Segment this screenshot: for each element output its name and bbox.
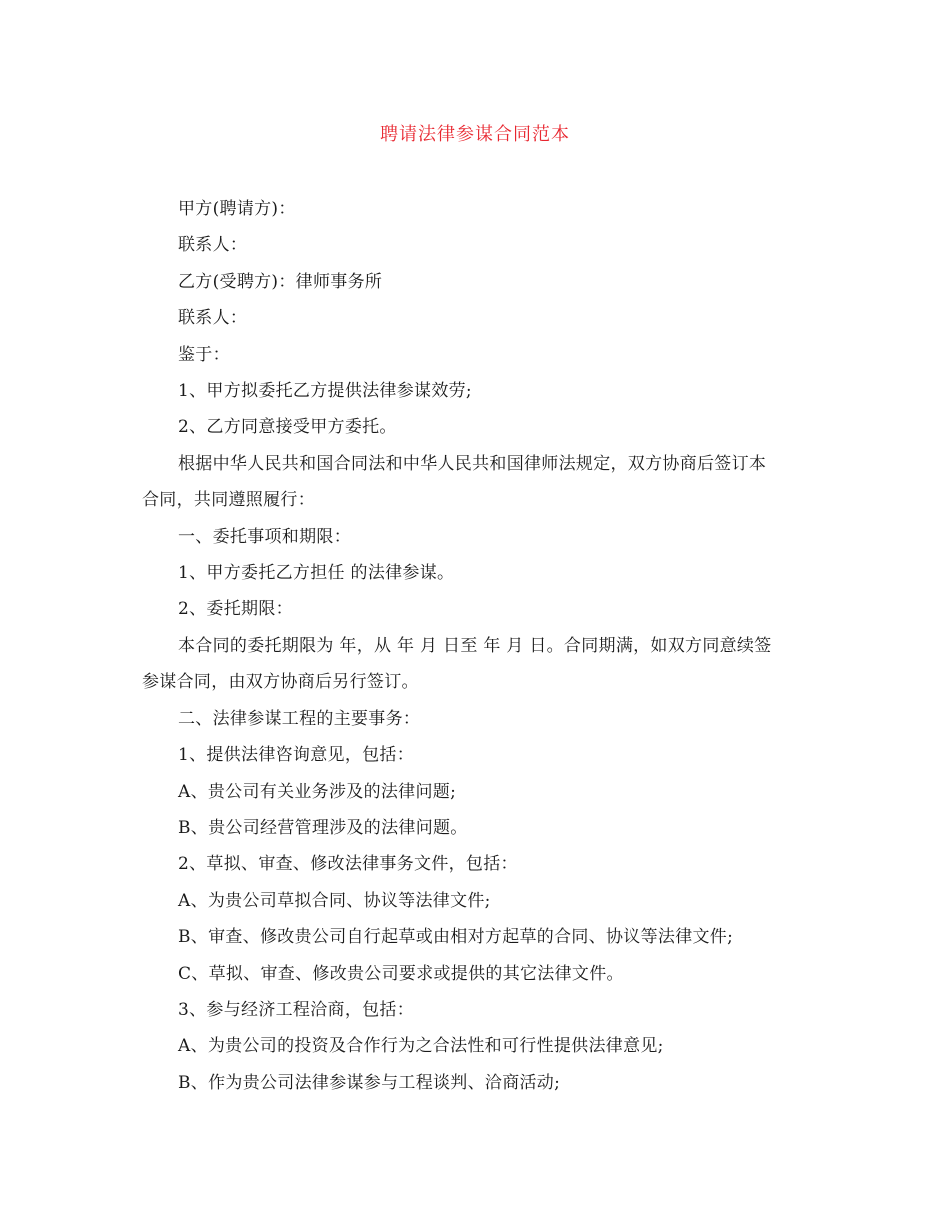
document-line: 鉴于： — [178, 344, 230, 365]
document-line: 乙方(受聘方)：律师事务所 — [178, 271, 383, 292]
document-line: 2、乙方同意接受甲方委托。 — [178, 417, 397, 438]
document-line: 根据中华人民共和国合同法和中华人民共和国律师法规定，双方协商后签订本 — [178, 453, 767, 474]
document-line: 3、参与经济工程洽商，包括： — [178, 999, 415, 1020]
document-line: 联系人： — [178, 308, 248, 329]
document-line: 一、委托事项和期限： — [178, 526, 351, 547]
document-line: B、审查、修改贵公司自行起草或由相对方起草的合同、协议等法律文件; — [178, 927, 734, 948]
document-line: 本合同的委托期限为 年，从 年 月 日至 年 月 日。合同期满，如双方同意续签 — [178, 635, 772, 656]
document-line: 1、提供法律咨询意见，包括： — [178, 745, 415, 766]
document-line: 联系人： — [178, 235, 248, 256]
document-title: 聘请法律参谋合同范本 — [380, 124, 570, 145]
document-line: 2、委托期限： — [178, 599, 293, 620]
document-line: A、为贵公司草拟合同、协议等法律文件; — [178, 890, 491, 911]
document-line: 1、甲方委托乙方担任 的法律参谋。 — [178, 563, 455, 584]
document-line: A、贵公司有关业务涉及的法律问题; — [178, 781, 457, 802]
document-line: 甲方(聘请方)： — [178, 199, 296, 219]
document-line: 2、草拟、审查、修改法律事务文件，包括： — [178, 854, 518, 875]
document-line: A、为贵公司的投资及合作行为之合法性和可行性提供法律意见; — [178, 1036, 664, 1057]
document-line: 1、甲方拟委托乙方提供法律参谋效劳; — [178, 381, 472, 402]
document-line: C、草拟、审查、修改贵公司要求或提供的其它法律文件。 — [178, 963, 624, 984]
document-line: B、作为贵公司法律参谋参与工程谈判、洽商活动; — [178, 1072, 561, 1093]
document-line: B、贵公司经营管理涉及的法律问题。 — [178, 817, 468, 838]
document-line: 合同，共同遵照履行： — [142, 490, 315, 511]
document-line: 二、法律参谋工程的主要事务： — [178, 708, 421, 729]
document-body — [142, 191, 814, 1101]
document-line: 参谋合同，由双方协商后另行签订。 — [142, 672, 419, 693]
